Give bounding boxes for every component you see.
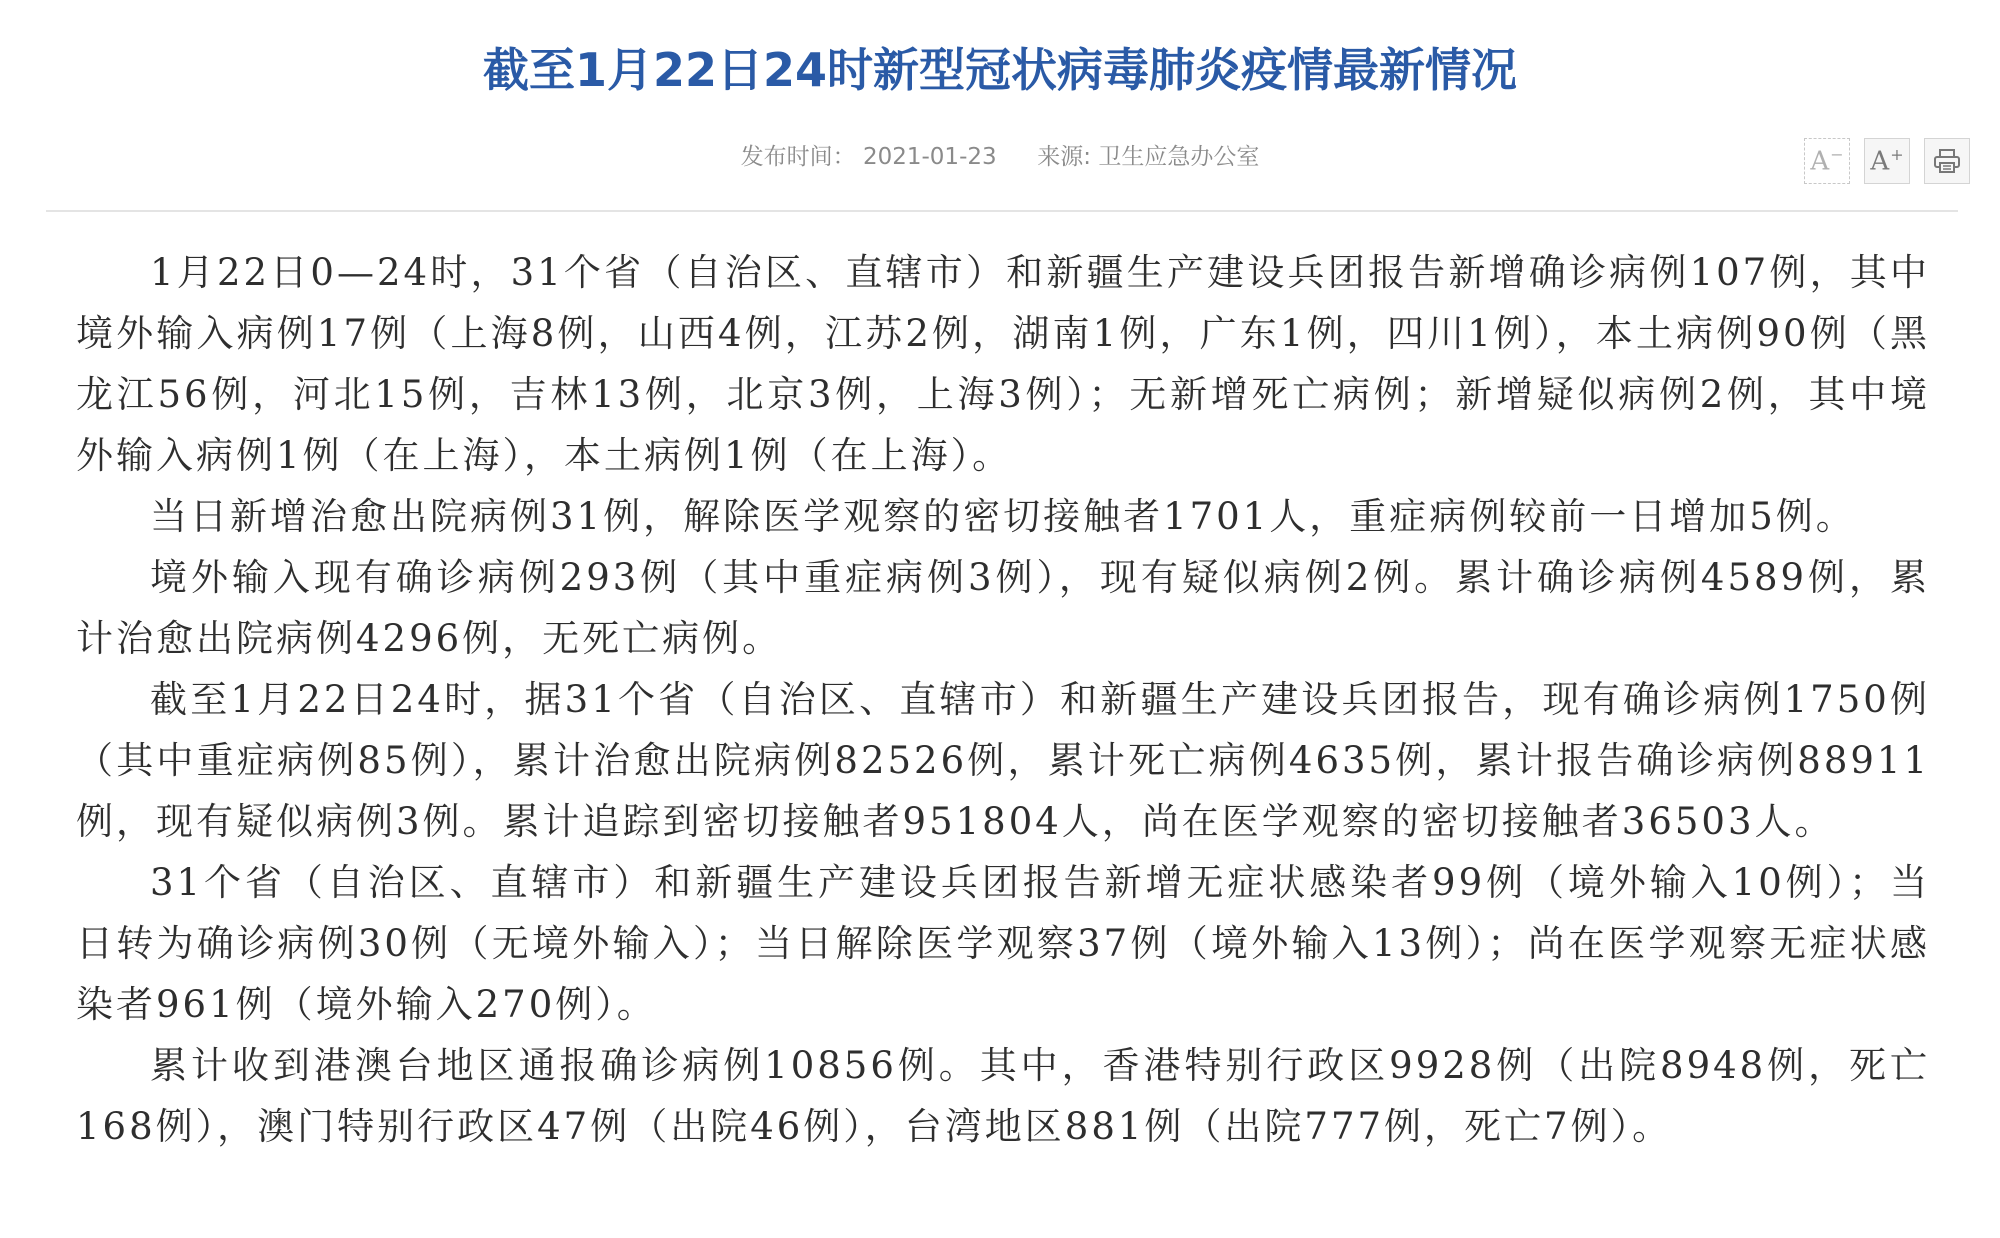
printer-icon	[1933, 148, 1961, 174]
paragraph: 截至1月22日24时，据31个省（自治区、直辖市）和新疆生产建设兵团报告，现有确诊病例1750例（其中重症病例85例），累计治愈出院病例82526例，累计死亡病例4635例，累计报告确诊病例88911例，现有疑似病例3例。累计追踪到密切接触者951804人，尚在医学观察的密切接触者36503人。	[76, 678, 1930, 843]
font-smaller-button[interactable]	[1804, 138, 1850, 184]
font-smaller-icon: A−	[1810, 145, 1844, 177]
paragraph: 1月22日0—24时，31个省（自治区、直辖市）和新疆生产建设兵团报告新增确诊病例107例，其中境外输入病例17例（上海8例，山西4例，江苏2例，湖南1例，广东1例，四川1例），本土病例90例（黑龙江56例，河北15例，吉林13例，北京3例，上海3例）；无新增死亡病例；新增疑似病例2例，其中境外输入病例1例（在上海），本土病例1例（在上海）。	[76, 251, 1930, 477]
print-button[interactable]	[1924, 138, 1970, 184]
paragraph: 当日新增治愈出院病例31例，解除医学观察的密切接触者1701人，重症病例较前一日增加5例。	[150, 495, 1856, 538]
article-meta	[0, 140, 2000, 174]
font-larger-button[interactable]	[1864, 138, 1910, 184]
publish-time-label: 发布时间：	[740, 144, 856, 170]
page-title: 截至1月22日24时新型冠状病毒肺炎疫情最新情况	[482, 43, 1518, 97]
paragraph: 境外输入现有确诊病例293例（其中重症病例3例），现有疑似病例2例。累计确诊病例4589例，累计治愈出院病例4296例，无死亡病例。	[76, 556, 1930, 660]
article-body	[76, 242, 1930, 1157]
paragraph: 累计收到港澳台地区通报确诊病例10856例。其中，香港特别行政区9928例（出院8948例，死亡168例），澳门特别行政区47例（出院46例），台湾地区881例（出院777例，死亡7例）。	[76, 1044, 1930, 1148]
font-larger-icon: A+	[1870, 145, 1904, 177]
publish-date: 2021-01-23	[862, 144, 997, 170]
source-value: 卫生应急办公室	[1098, 144, 1260, 170]
paragraph: 31个省（自治区、直辖市）和新疆生产建设兵团报告新增无症状感染者99例（境外输入10例）；当日转为确诊病例30例（无境外输入）；当日解除医学观察37例（境外输入13例）；尚在医学观察无症状感染者961例（境外输入270例）。	[76, 861, 1930, 1026]
header-divider	[46, 210, 1958, 212]
article-toolbar	[1804, 138, 1970, 184]
source-label: 来源:	[1037, 144, 1092, 170]
